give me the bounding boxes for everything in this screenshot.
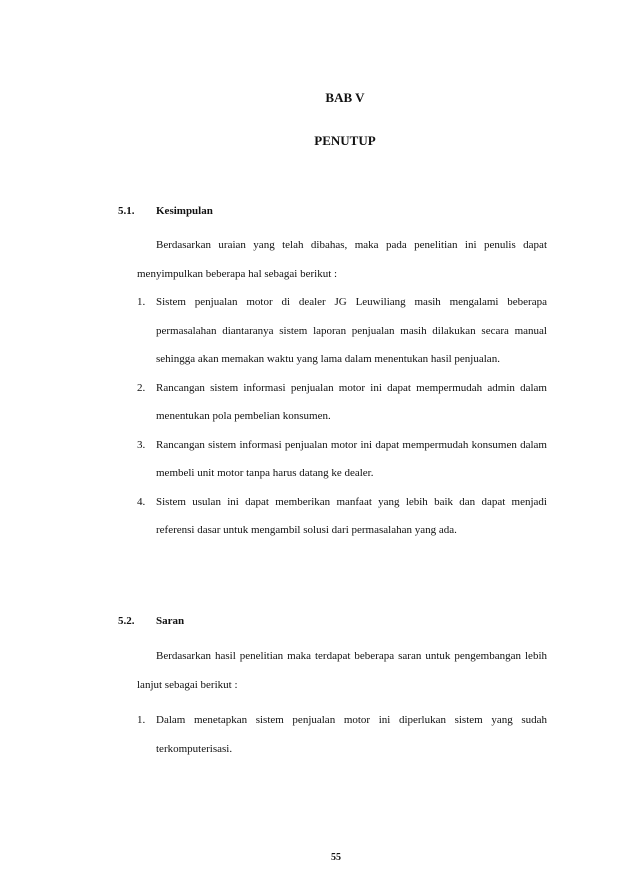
list-item-text: Sistem penjualan motor di dealer JG Leuwiliang masih mengalami beberapa permasalahan diantaranya sistem laporan penjualan masih dilakukan secara manual sehingga akan memakan waktu yang lama dalam menentukan hasil penjualan. xyxy=(156,296,547,365)
list-item xyxy=(137,288,547,374)
section-title: Kesimpulan xyxy=(156,205,213,217)
chapter-title: PENUTUP xyxy=(314,133,376,148)
section-heading-conclusion xyxy=(118,205,213,217)
conclusion-intro xyxy=(137,231,547,288)
section-number: 5.1. xyxy=(118,205,135,217)
list-item-text: Rancangan sistem informasi penjualan motor ini dapat mempermudah konsumen dalam membeli unit motor tanpa harus datang ke dealer. xyxy=(156,438,547,479)
list-item-number: 1. xyxy=(137,296,146,308)
list-item xyxy=(137,431,547,488)
section-heading-suggestion xyxy=(118,615,184,627)
list-item xyxy=(137,488,547,545)
list-item xyxy=(137,706,547,763)
chapter-number: BAB V xyxy=(325,90,365,105)
list-item-number: 2. xyxy=(137,381,146,394)
list-item-text: Sistem usulan ini dapat memberikan manfaat yang lebih baik dan dapat menjadi referensi dasar untuk mengambil solusi dari permasalahan yang ada. xyxy=(156,495,547,536)
list-item-text: Dalam menetapkan sistem penjualan motor ini diperlukan sistem yang sudah terkomputerisasi. xyxy=(156,714,547,755)
list-item-number: 1. xyxy=(137,714,146,726)
suggestion-list xyxy=(137,706,547,763)
page-number: 55 xyxy=(331,852,341,863)
suggestion-intro-text: Berdasarkan hasil penelitian maka terdapat beberapa saran untuk pengembangan lebih lanjut sebagai berikut : xyxy=(137,650,547,691)
suggestion-intro xyxy=(137,642,547,699)
conclusion-intro-text: Berdasarkan uraian yang telah dibahas, maka pada penelitian ini penulis dapat menyimpulkan beberapa hal sebagai berikut : xyxy=(137,239,547,280)
conclusion-list xyxy=(137,288,547,545)
section-number: 5.2. xyxy=(118,615,135,627)
list-item-number: 4. xyxy=(137,495,146,508)
list-item-text: Rancangan sistem informasi penjualan motor ini dapat mempermudah admin dalam menentukan pola pembelian konsumen. xyxy=(156,381,547,422)
list-item-number: 3. xyxy=(137,438,146,451)
section-title: Saran xyxy=(156,615,185,627)
list-item xyxy=(137,374,547,431)
